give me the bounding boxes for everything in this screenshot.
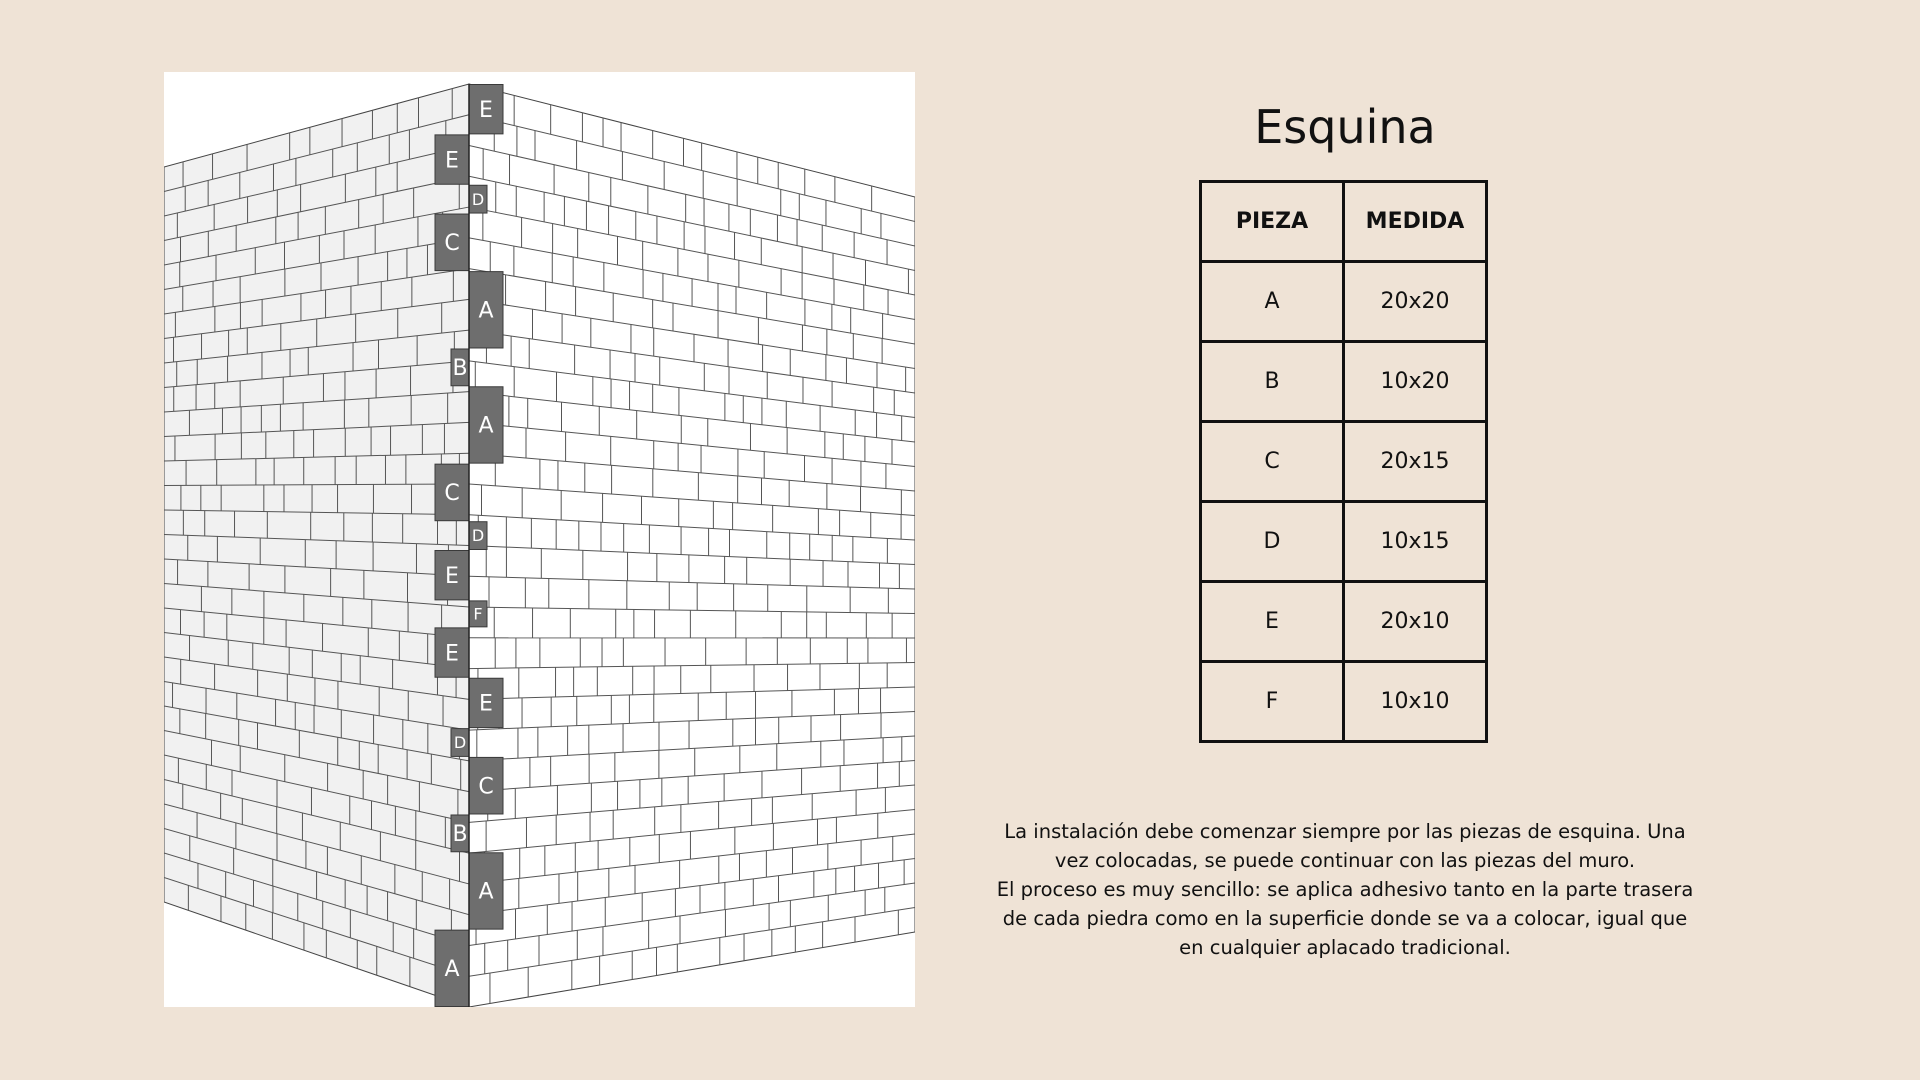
cell-pieza: F: [1201, 662, 1344, 742]
corner-piece-label: C: [478, 774, 494, 800]
corner-wall-illustration: [164, 72, 915, 1007]
pieces-table-container: [1199, 180, 1488, 743]
header-pieza: PIEZA: [1201, 182, 1344, 262]
table-header-row: [1201, 182, 1487, 262]
corner-piece-label: E: [445, 148, 459, 174]
left-wall-face: [164, 84, 469, 1007]
instructions-paragraph-1: La instalación debe comenzar siempre por las piezas de esquina. Una vez colocadas, se puede continuar con las piezas del muro.: [1004, 820, 1686, 872]
corner-piece-label: E: [445, 641, 459, 667]
corner-piece-label: D: [471, 189, 485, 209]
cell-pieza: D: [1201, 502, 1344, 582]
header-medida: MEDIDA: [1344, 182, 1487, 262]
cell-medida: 10x20: [1344, 342, 1487, 422]
corner-piece-label: A: [444, 957, 460, 983]
corner-piece-label: C: [444, 481, 460, 507]
cell-pieza: C: [1201, 422, 1344, 502]
corner-piece-label: B: [452, 356, 468, 382]
cell-pieza: E: [1201, 582, 1344, 662]
table-row: [1201, 582, 1487, 662]
table-row: [1201, 422, 1487, 502]
table-row: [1201, 262, 1487, 342]
table-row: [1201, 342, 1487, 422]
corner-piece-label: E: [479, 97, 493, 123]
instructions-paragraph-2: El proceso es muy sencillo: se aplica adhesivo tanto en la parte trasera de cada piedra como en la superficie donde se va a colocar, igual que en cualquier aplacado tradicional.: [996, 878, 1694, 959]
corner-piece-label: B: [452, 822, 468, 848]
corner-piece-label: F: [473, 604, 483, 624]
table-row: [1201, 502, 1487, 582]
cell-medida: 20x10: [1344, 582, 1487, 662]
corner-wall-diagram: [164, 72, 915, 1007]
corner-piece-label: A: [478, 413, 494, 439]
installation-instructions: [990, 817, 1700, 962]
cell-medida: 20x15: [1344, 422, 1487, 502]
corner-piece-label: C: [444, 231, 460, 257]
cell-pieza: A: [1201, 262, 1344, 342]
corner-piece-label: A: [478, 298, 494, 324]
pieces-table: [1199, 180, 1488, 743]
corner-piece-label: E: [445, 563, 459, 589]
corner-piece-label: E: [479, 691, 493, 717]
table-row: [1201, 662, 1487, 742]
page-title: Esquina: [1254, 100, 1436, 154]
cell-medida: 20x20: [1344, 262, 1487, 342]
corner-piece-label: A: [478, 879, 494, 905]
right-wall-face: [469, 84, 915, 1007]
corner-piece-label: D: [453, 733, 467, 753]
cell-pieza: B: [1201, 342, 1344, 422]
corner-piece-label: D: [471, 526, 485, 546]
cell-medida: 10x15: [1344, 502, 1487, 582]
cell-medida: 10x10: [1344, 662, 1487, 742]
